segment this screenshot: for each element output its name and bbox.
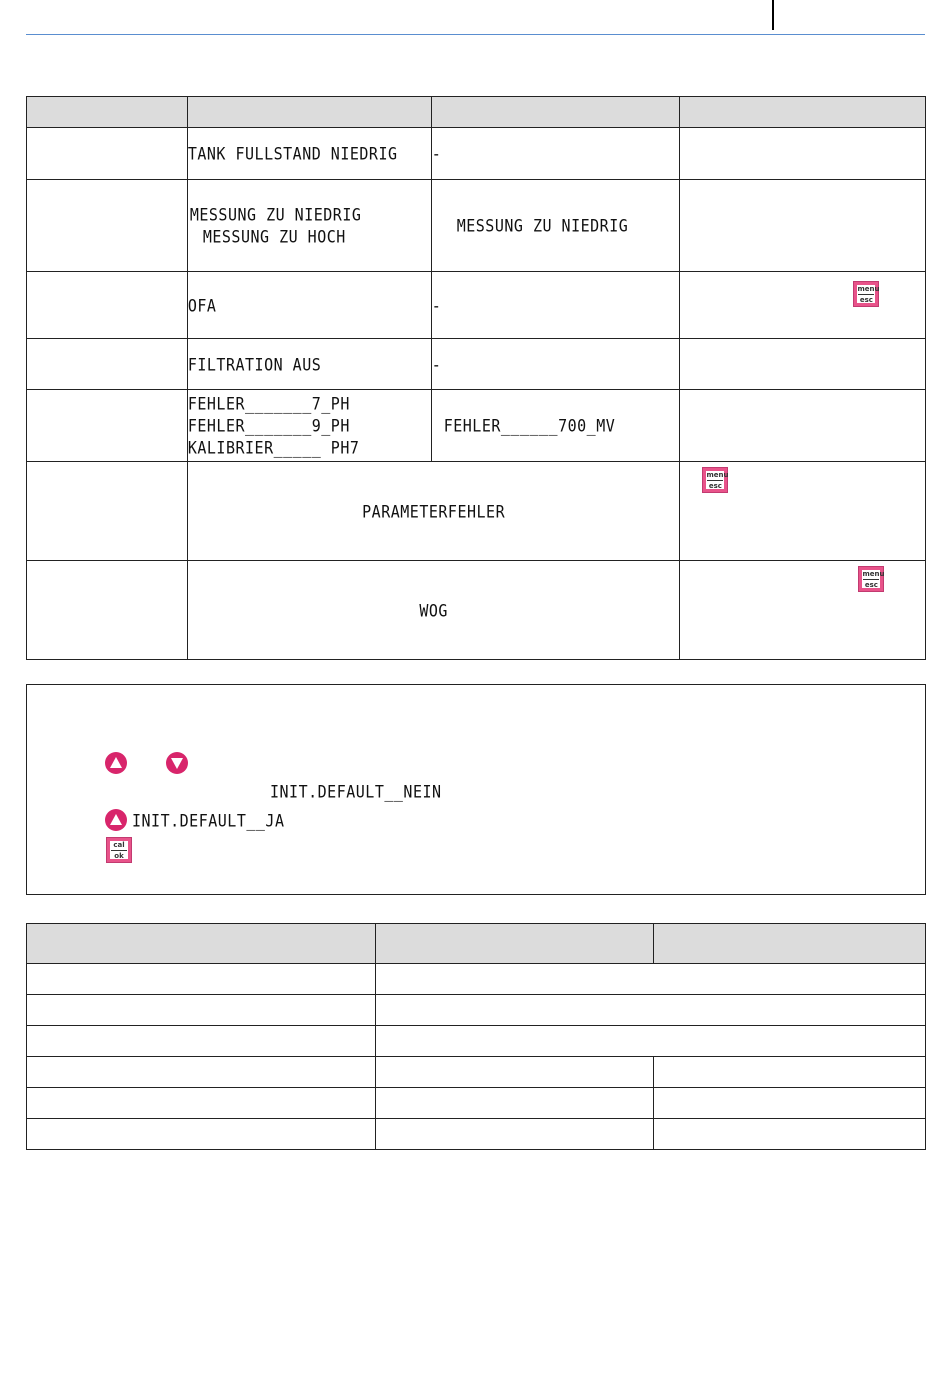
table-row — [27, 462, 926, 561]
display-text-cell — [431, 272, 680, 339]
display-text-cell — [187, 180, 431, 272]
action-cell — [680, 272, 926, 339]
table-cell — [376, 1057, 654, 1088]
table-cell — [27, 1057, 376, 1088]
lcd-text: MESSUNG ZU NIEDRIG — [456, 216, 629, 236]
table-cell — [27, 1119, 376, 1150]
lcd-text: KALIBRIER_____ PH7 — [187, 437, 360, 458]
table-row — [27, 390, 926, 462]
display-text-cell — [187, 128, 431, 180]
table-row — [27, 1057, 926, 1088]
table-cell — [376, 964, 926, 995]
settings-table-header — [27, 924, 926, 964]
table-cell — [376, 1026, 926, 1057]
display-text-cell — [431, 390, 680, 462]
action-cell — [680, 339, 926, 390]
lcd-text: - — [431, 144, 442, 164]
table-cell — [27, 1088, 376, 1119]
table-row — [27, 272, 926, 339]
action-cell — [680, 128, 926, 180]
row-label — [27, 390, 188, 462]
row-label — [27, 561, 188, 660]
display-text-cell — [187, 339, 431, 390]
table-row — [27, 128, 926, 180]
display-text-cell — [431, 128, 680, 180]
page-marker — [772, 0, 774, 30]
up-arrow-icon[interactable] — [105, 752, 127, 774]
header-cell — [27, 924, 376, 964]
table-row — [27, 1119, 926, 1150]
error-table — [26, 96, 926, 660]
table-cell — [654, 1119, 926, 1150]
action-cell — [680, 561, 926, 660]
table-cell — [654, 1057, 926, 1088]
lcd-text: PARAMETERFEHLER — [362, 501, 506, 522]
lcd-text: FEHLER______700_MV — [443, 416, 616, 436]
table-cell — [27, 995, 376, 1026]
lcd-text-default-no: INIT.DEFAULT__NEIN — [270, 782, 442, 802]
table-cell — [27, 1026, 376, 1057]
up-arrow-icon[interactable] — [105, 809, 127, 831]
action-cell — [680, 462, 926, 561]
lcd-text: FILTRATION AUS — [187, 354, 322, 375]
display-text-cell — [187, 462, 680, 561]
action-cell — [680, 180, 926, 272]
lcd-text: OFA — [187, 295, 217, 316]
menu-esc-key-icon[interactable]: menu esc — [702, 467, 728, 493]
table-row — [27, 1088, 926, 1119]
action-cell — [680, 390, 926, 462]
table-cell — [376, 1088, 654, 1119]
lcd-text: FEHLER_______9_PH — [187, 415, 350, 436]
display-text-cell — [431, 339, 680, 390]
lcd-text: - — [431, 295, 442, 316]
lcd-text: MESSUNG ZU HOCH — [202, 226, 346, 247]
display-text-cell — [187, 390, 431, 462]
lcd-text: WOG — [419, 600, 448, 621]
header-rule — [26, 34, 925, 35]
row-label — [27, 339, 188, 390]
header-cell — [654, 924, 926, 964]
cal-ok-key-icon[interactable]: cal ok — [106, 837, 132, 863]
table-row — [27, 1026, 926, 1057]
table-cell — [654, 1088, 926, 1119]
settings-table — [26, 923, 926, 1150]
reset-instructions-box — [26, 684, 926, 895]
table-row — [27, 339, 926, 390]
lcd-text: - — [431, 354, 442, 375]
row-label — [27, 128, 188, 180]
menu-esc-key-icon[interactable]: menu esc — [853, 281, 879, 307]
table-row — [27, 180, 926, 272]
display-text-cell — [431, 180, 680, 272]
header-cell — [431, 97, 680, 128]
table-cell — [27, 964, 376, 995]
header-cell — [187, 97, 431, 128]
table-cell — [376, 995, 926, 1026]
lcd-text: TANK FULLSTAND NIEDRIG — [187, 144, 398, 164]
header-cell — [680, 97, 926, 128]
display-text-cell — [187, 561, 680, 660]
row-label — [27, 180, 188, 272]
row-label — [27, 462, 188, 561]
table-row — [27, 964, 926, 995]
menu-esc-key-icon[interactable]: menu esc — [858, 566, 884, 592]
lcd-text: FEHLER_______7_PH — [187, 393, 350, 414]
display-text-cell — [187, 272, 431, 339]
row-label — [27, 272, 188, 339]
lcd-text: MESSUNG ZU NIEDRIG — [189, 204, 362, 225]
header-cell — [27, 97, 188, 128]
table-cell — [376, 1119, 654, 1150]
header-cell — [376, 924, 654, 964]
error-table-header — [27, 97, 926, 128]
table-row — [27, 561, 926, 660]
lcd-text-default-yes: INIT.DEFAULT__JA — [132, 811, 285, 831]
table-row — [27, 995, 926, 1026]
down-arrow-icon[interactable] — [166, 752, 188, 774]
